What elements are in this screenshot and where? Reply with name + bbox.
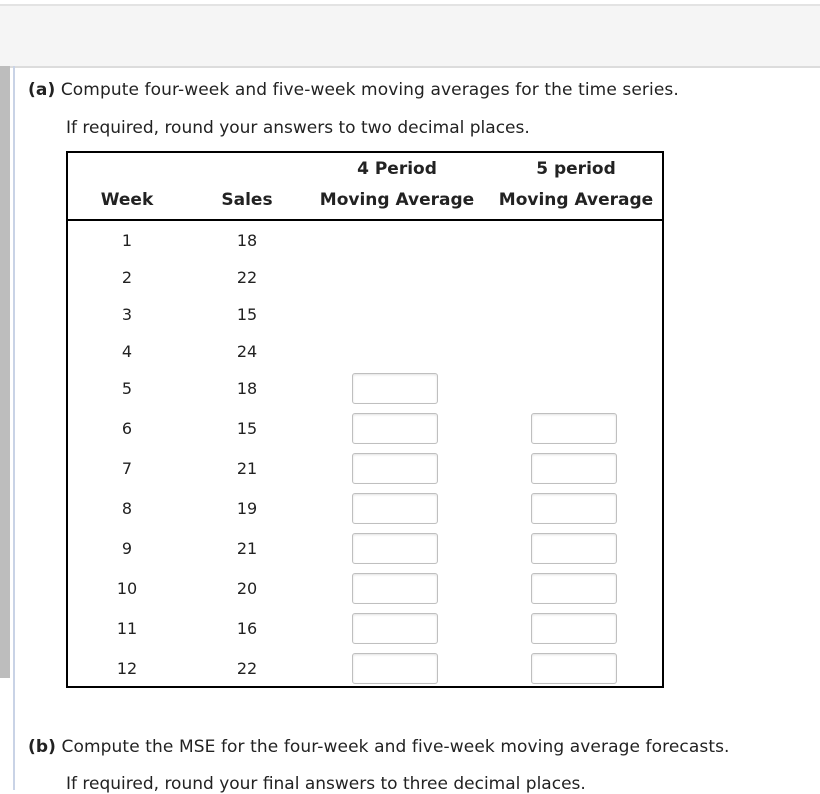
ma4-input-week-11[interactable] (352, 613, 438, 644)
week-cell: 5 (121, 379, 133, 398)
header-ma5-line1: 5 period (536, 159, 616, 179)
week-cell: 11 (116, 619, 138, 638)
question-b-label: (b) (28, 737, 57, 757)
week-cell: 7 (121, 459, 133, 478)
ma4-input-week-5[interactable] (352, 373, 438, 404)
week-cell: 9 (121, 539, 133, 558)
sales-cell: 20 (236, 579, 258, 598)
top-band (0, 4, 820, 68)
ma4-input-week-6[interactable] (352, 413, 438, 444)
question-b-text: Compute the MSE for the four-week and five-week moving average forecasts. (61, 737, 730, 757)
header-sales: Sales (221, 190, 273, 210)
question-a-label: (a) (28, 80, 56, 100)
ma5-input-week-6[interactable] (531, 413, 617, 444)
sales-cell: 16 (236, 619, 258, 638)
question-a (28, 80, 679, 100)
sales-cell: 24 (236, 342, 258, 361)
ma5-input-week-10[interactable] (531, 573, 617, 604)
question-a-note: If required, round your answers to two decimal places. (66, 118, 530, 138)
question-b (28, 737, 730, 757)
ma4-input-week-8[interactable] (352, 493, 438, 524)
header-ma5-line2: Moving Average (498, 190, 654, 210)
ma5-input-week-12[interactable] (531, 653, 617, 684)
ma4-input-week-10[interactable] (352, 573, 438, 604)
week-cell: 12 (116, 659, 138, 678)
week-cell: 8 (121, 499, 133, 518)
moving-average-table (66, 151, 664, 688)
header-divider (68, 219, 662, 221)
sales-cell: 15 (236, 305, 258, 324)
ma5-input-week-11[interactable] (531, 613, 617, 644)
question-a-text: Compute four-week and five-week moving averages for the time series. (60, 80, 679, 100)
ma5-input-week-9[interactable] (531, 533, 617, 564)
week-cell: 3 (121, 305, 133, 324)
header-week: Week (100, 190, 154, 210)
sales-cell: 21 (236, 539, 258, 558)
question-b-note: If required, round your final answers to three decimal places. (66, 774, 586, 794)
ma5-input-week-8[interactable] (531, 493, 617, 524)
sales-cell: 22 (236, 659, 258, 678)
week-cell: 10 (116, 579, 138, 598)
week-cell: 1 (121, 231, 133, 250)
week-cell: 2 (121, 268, 133, 287)
sales-cell: 21 (236, 459, 258, 478)
sales-cell: 19 (236, 499, 258, 518)
ma4-input-week-12[interactable] (352, 653, 438, 684)
sales-cell: 18 (236, 379, 258, 398)
header-ma4-line2: Moving Average (319, 190, 475, 210)
ma5-input-week-7[interactable] (531, 453, 617, 484)
scrollbar[interactable] (0, 66, 10, 678)
week-cell: 4 (121, 342, 133, 361)
ma4-input-week-7[interactable] (352, 453, 438, 484)
header-ma4-line1: 4 Period (357, 159, 437, 179)
sales-cell: 18 (236, 231, 258, 250)
sales-cell: 22 (236, 268, 258, 287)
sales-cell: 15 (236, 419, 258, 438)
left-rule (13, 66, 15, 790)
ma4-input-week-9[interactable] (352, 533, 438, 564)
week-cell: 6 (121, 419, 133, 438)
